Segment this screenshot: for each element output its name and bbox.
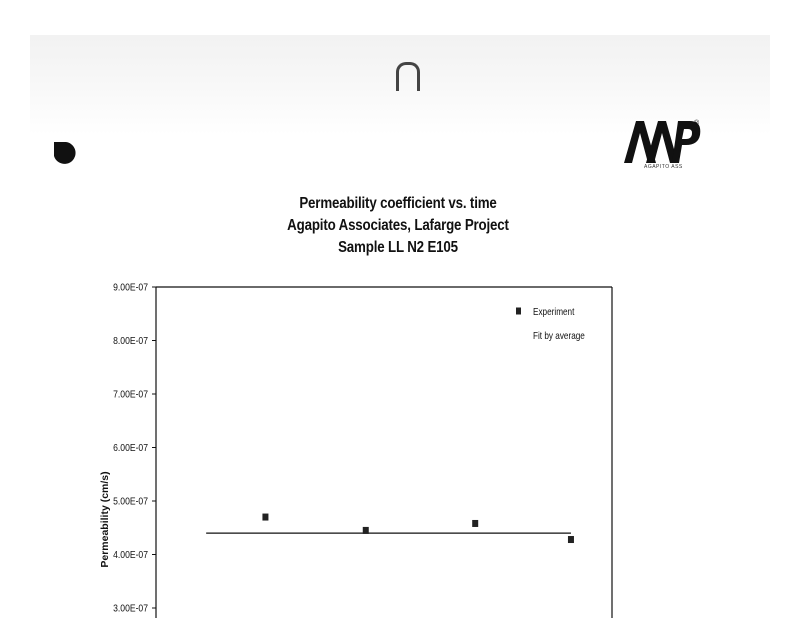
y-tick-label: 9.00E-07 xyxy=(113,281,148,293)
y-tick-label: 4.00E-07 xyxy=(113,549,148,561)
y-tick-label: 6.00E-07 xyxy=(113,442,148,454)
y-tick-label: 5.00E-07 xyxy=(113,495,148,507)
legend-label: Fit by average xyxy=(533,330,585,342)
legend-label: Experiment xyxy=(533,306,575,318)
experiment-point xyxy=(262,514,268,521)
y-tick-label: 3.00E-07 xyxy=(113,602,148,614)
chart-title: Permeability coefficient vs. time xyxy=(299,195,497,212)
chart-subtitle-line-1: Agapito Associates, Lafarge Project xyxy=(287,217,509,234)
experiment-point xyxy=(363,527,369,534)
y-tick-label: 7.00E-07 xyxy=(113,388,148,400)
legend-marker-experiment xyxy=(516,308,521,315)
logo-subtext: AGAPITO ASS xyxy=(644,164,683,170)
y-tick-label: 8.00E-07 xyxy=(113,335,148,347)
chart-subtitle-line-2: Sample LL N2 E105 xyxy=(338,239,458,256)
registered-mark: ® xyxy=(694,120,700,127)
experiment-point xyxy=(472,520,478,527)
y-axis-title: Permeability (cm/s) xyxy=(99,471,111,568)
experiment-point xyxy=(568,536,574,543)
